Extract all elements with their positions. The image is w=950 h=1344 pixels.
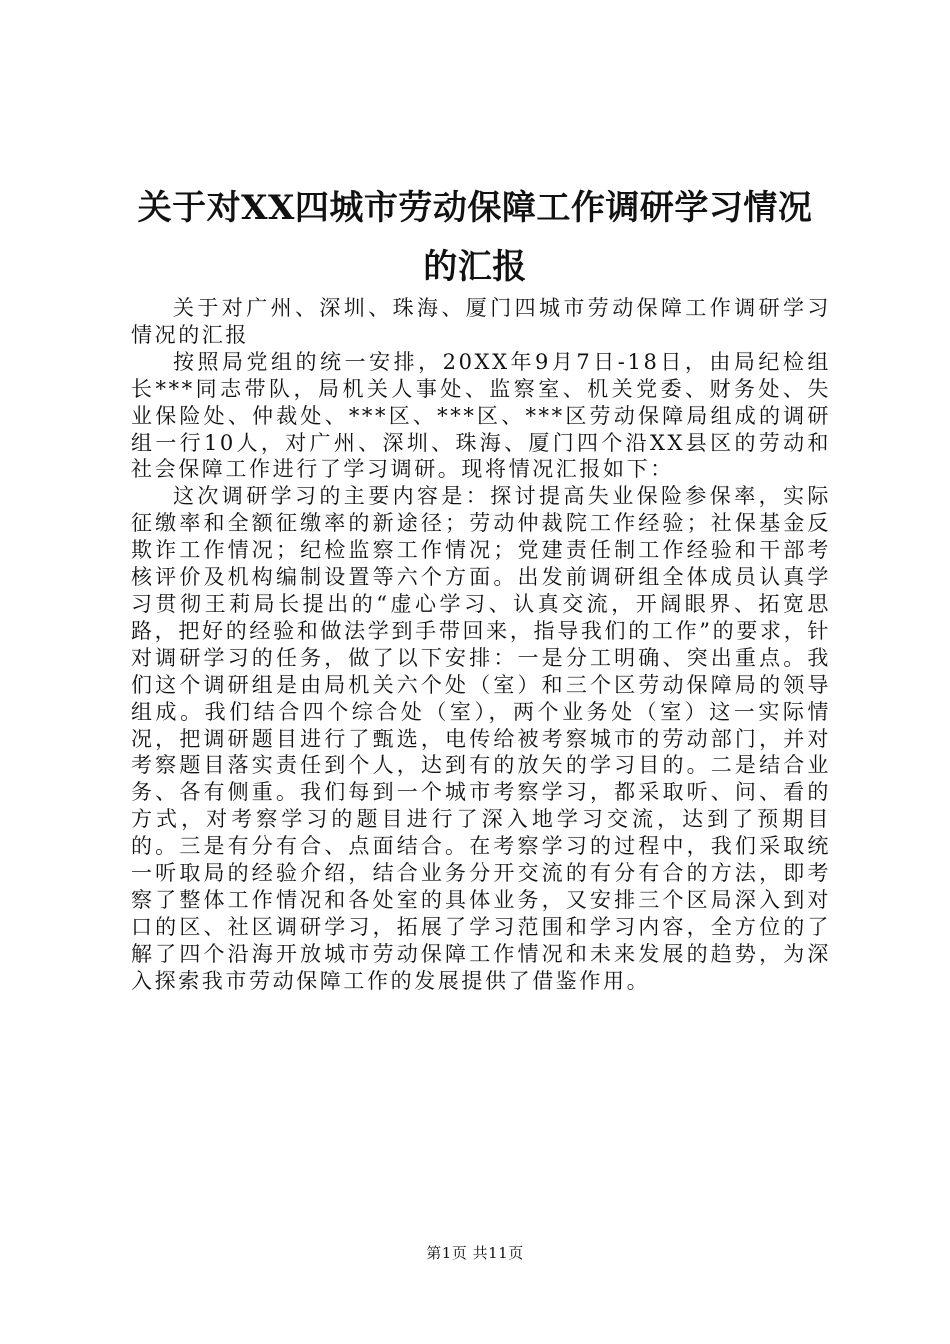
paragraph-intro: 按照局党组的统一安排，20XX年9月7日-18日，由局纪检组长***同志带队，局机关人事处、监察室、机关党委、财务处、失业保险处、仲裁处、***区、***区、***区劳动保障局组成的调研组一行10人，对广州、深圳、珠海、厦门四个沿XX县区的劳动和社会保障工作进行了学习调研。现将情况汇报如下： (131, 349, 831, 482)
document-title-line-2: 的汇报 (423, 247, 527, 287)
page-number-footer: 第1页 共11页 (426, 1244, 524, 1262)
document-title-line-1: 关于对XX四城市劳动保障工作调研学习情况 (137, 188, 813, 228)
document-body (131, 295, 831, 995)
paragraph-main-content: 这次调研学习的主要内容是：探讨提高失业保险参保率，实际征缴率和全额征缴率的新途径；劳动仲裁院工作经验；社保基金反欺诈工作情况；纪检监察工作情况；党建责任制工作经验和干部考核评价及机构编制设置等六个方面。出发前调研组全体成员认真学习贯彻王莉局长提出的“虚心学习、认真交流，开阔眼界、拓宽思路，把好的经验和做法学到手带回来，指导我们的工作”的要求，针对调研学习的任务，做了以下安排：一是分工明确、突出重点。我们这个调研组是由局机关六个处（室）和三个区劳动保障局的领导组成。我们结合四个综合处（室），两个业务处（室）这一实际情况，把调研题目进行了甄选，电传给被考察城市的劳动部门，并对考察题目落实责任到个人，达到有的放矢的学习目的。二是结合业务、各有侧重。我们每到一个城市考察学习，都采取听、问、看的方式，对考察学习的题目进行了深入地学习交流，达到了预期目的。三是有分有合、点面结合。在考察学习的过程中，我们采取统一听取局的经验介绍，结合业务分开交流的有分有合的方法，即考察了整体工作情况和各处室的具体业务，又安排三个区局深入到对口的区、社区调研学习，拓展了学习范围和学习内容，全方位的了解了四个沿海开放城市劳动保障工作情况和未来发展的趋势，为深入探索我市劳动保障工作的发展提供了借鉴作用。 (131, 484, 831, 993)
paragraph-subtitle: 关于对广州、深圳、珠海、厦门四城市劳动保障工作调研学习情况的汇报 (131, 296, 831, 347)
